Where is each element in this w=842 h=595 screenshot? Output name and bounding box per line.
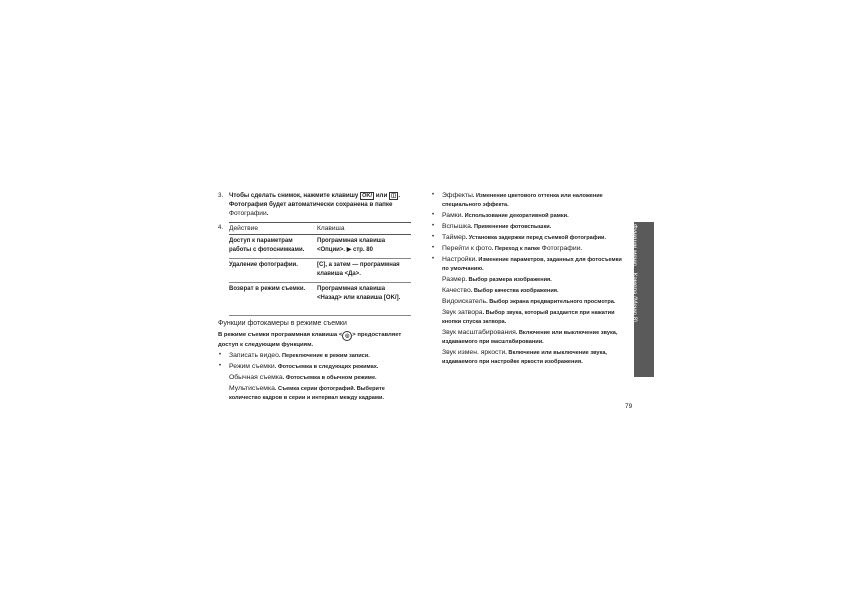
bullet-icon: •	[432, 192, 435, 198]
section-title: Функции фотокамеры в режиме съемки	[218, 320, 347, 327]
sub-desc: . Выбор звука, который раздается при нажатии кнопки спуска затвора.	[442, 310, 615, 325]
step-number: 4.	[218, 225, 224, 231]
sub-label: Видоискатель	[442, 298, 487, 305]
item-label: Перейти к фото	[442, 245, 492, 252]
intro-after: > предоставляет доступ к следующим функциям.	[218, 332, 402, 348]
folder-name: Фотографии	[541, 245, 581, 252]
bullet-icon: •	[432, 245, 435, 251]
step-number: 3.	[218, 192, 224, 199]
sub-item	[218, 384, 416, 403]
sub-label: Размер	[442, 276, 466, 283]
sub-label: Мультисъемка	[229, 385, 275, 392]
item-desc: . Переключение в режим записи.	[278, 353, 370, 359]
sub-item	[431, 328, 627, 347]
row-action: Доступ к параметрам работы с фотоснимками.	[229, 238, 305, 253]
camera-key-icon: ◫	[391, 193, 397, 199]
item-end: .	[580, 246, 583, 252]
sub-item	[431, 308, 627, 327]
row-key: Программная клавиша <Опции>. ▶ стр. 80	[317, 238, 386, 253]
step-end: .	[266, 210, 269, 217]
header-key: Клавиша	[317, 225, 345, 232]
bullet-icon: •	[219, 363, 222, 369]
left-function-list	[218, 351, 416, 404]
item-label: Режим съемки	[229, 363, 275, 370]
list-item	[431, 191, 627, 210]
sub-desc: . Съемка серии фотографий. Выберите количество кадров в серии и интервал между кадрами.	[229, 386, 385, 401]
sub-desc: . Включение или выключение звука, издаваемого при настройке яркости изображения.	[442, 350, 607, 365]
list-item	[431, 233, 627, 243]
header-action: Действие	[229, 225, 258, 232]
list-item	[218, 351, 416, 361]
list-item	[431, 244, 627, 254]
row-action: Возврат в режим съемки.	[229, 286, 306, 292]
intro-before: В режиме съемки программная клавиша <	[218, 332, 343, 338]
ok-key-icon: OK/	[362, 193, 373, 199]
row-key: Программная клавиша <Назад> или клавиша [OK/].	[317, 286, 401, 301]
bullet-icon: •	[432, 256, 435, 262]
right-function-list	[431, 191, 627, 368]
sub-label: Звук затвора	[442, 309, 483, 316]
row-action: Удаление фотографии.	[229, 262, 298, 268]
sub-item	[431, 297, 627, 307]
sub-item	[218, 373, 416, 383]
row-key: [C], а затем — программная клавиша <Да>.	[317, 262, 400, 277]
bullet-icon: •	[219, 352, 222, 358]
sub-item	[431, 286, 627, 296]
sub-item	[431, 275, 627, 285]
step-text-after: . Фотография будет автоматически сохранена в папке	[229, 192, 401, 208]
item-label: Таймер	[442, 234, 466, 241]
step-text-before: Чтобы сделать снимок, нажмите клавишу	[229, 192, 359, 199]
list-item	[431, 222, 627, 232]
bullet-icon: •	[432, 223, 435, 229]
camera-softkey-icon: ◎	[342, 331, 352, 341]
item-label: Эффекты	[442, 192, 473, 199]
step-text-or: или	[375, 192, 388, 199]
page-number: 79	[625, 403, 633, 410]
item-desc: . Переход к папке	[491, 246, 540, 252]
bullet-icon: •	[432, 234, 435, 240]
item-label: Настройки	[442, 256, 476, 263]
list-item	[431, 255, 627, 274]
chapter-side-tab	[631, 222, 654, 377]
step-3-text	[229, 191, 414, 218]
sub-item	[431, 348, 627, 367]
sub-desc: . Выбор экрана предварительного просмотра.	[486, 299, 616, 305]
table-row	[229, 258, 411, 283]
sub-desc: . Фотосъемка в обычном режиме.	[282, 375, 377, 381]
table-row	[229, 282, 411, 316]
sub-label: Обычная съемка	[229, 374, 283, 381]
item-label: Записать видео	[229, 352, 279, 359]
bullet-icon: •	[432, 212, 435, 218]
sub-desc: . Выбор размера изображения.	[465, 277, 552, 283]
item-desc: . Применение фотовспышки.	[470, 224, 552, 230]
sub-label: Качество	[442, 287, 471, 294]
folder-name: Фотографии	[229, 210, 267, 217]
item-desc: . Фотосъемка в следующих режимах.	[274, 364, 379, 370]
sub-label: Звук измен. яркости	[442, 349, 506, 356]
list-item	[431, 211, 627, 221]
item-desc: . Изменение параметров, заданных для фотосъемки по умолчанию.	[442, 257, 622, 272]
sub-desc: . Выбор качества изображения.	[470, 288, 559, 294]
item-desc: . Использование декоративной рамки.	[461, 213, 569, 219]
item-desc: . Установка задержки перед съемкой фотографии.	[465, 235, 607, 241]
chapter-tab-label: Функции меню Камера (Меню 8)	[631, 224, 638, 323]
item-label: Рамки	[442, 212, 462, 219]
table-row	[229, 234, 411, 259]
item-label: Вспышка	[442, 223, 471, 230]
section-intro	[218, 331, 413, 350]
sub-label: Звук масштабирования	[442, 329, 516, 336]
sub-desc: . Включение или выключение звука, издаваемого при масштабировании.	[442, 330, 618, 345]
item-desc: . Изменение цветового оттенка или наложение специального эффекта.	[442, 193, 603, 208]
list-item	[218, 362, 416, 372]
